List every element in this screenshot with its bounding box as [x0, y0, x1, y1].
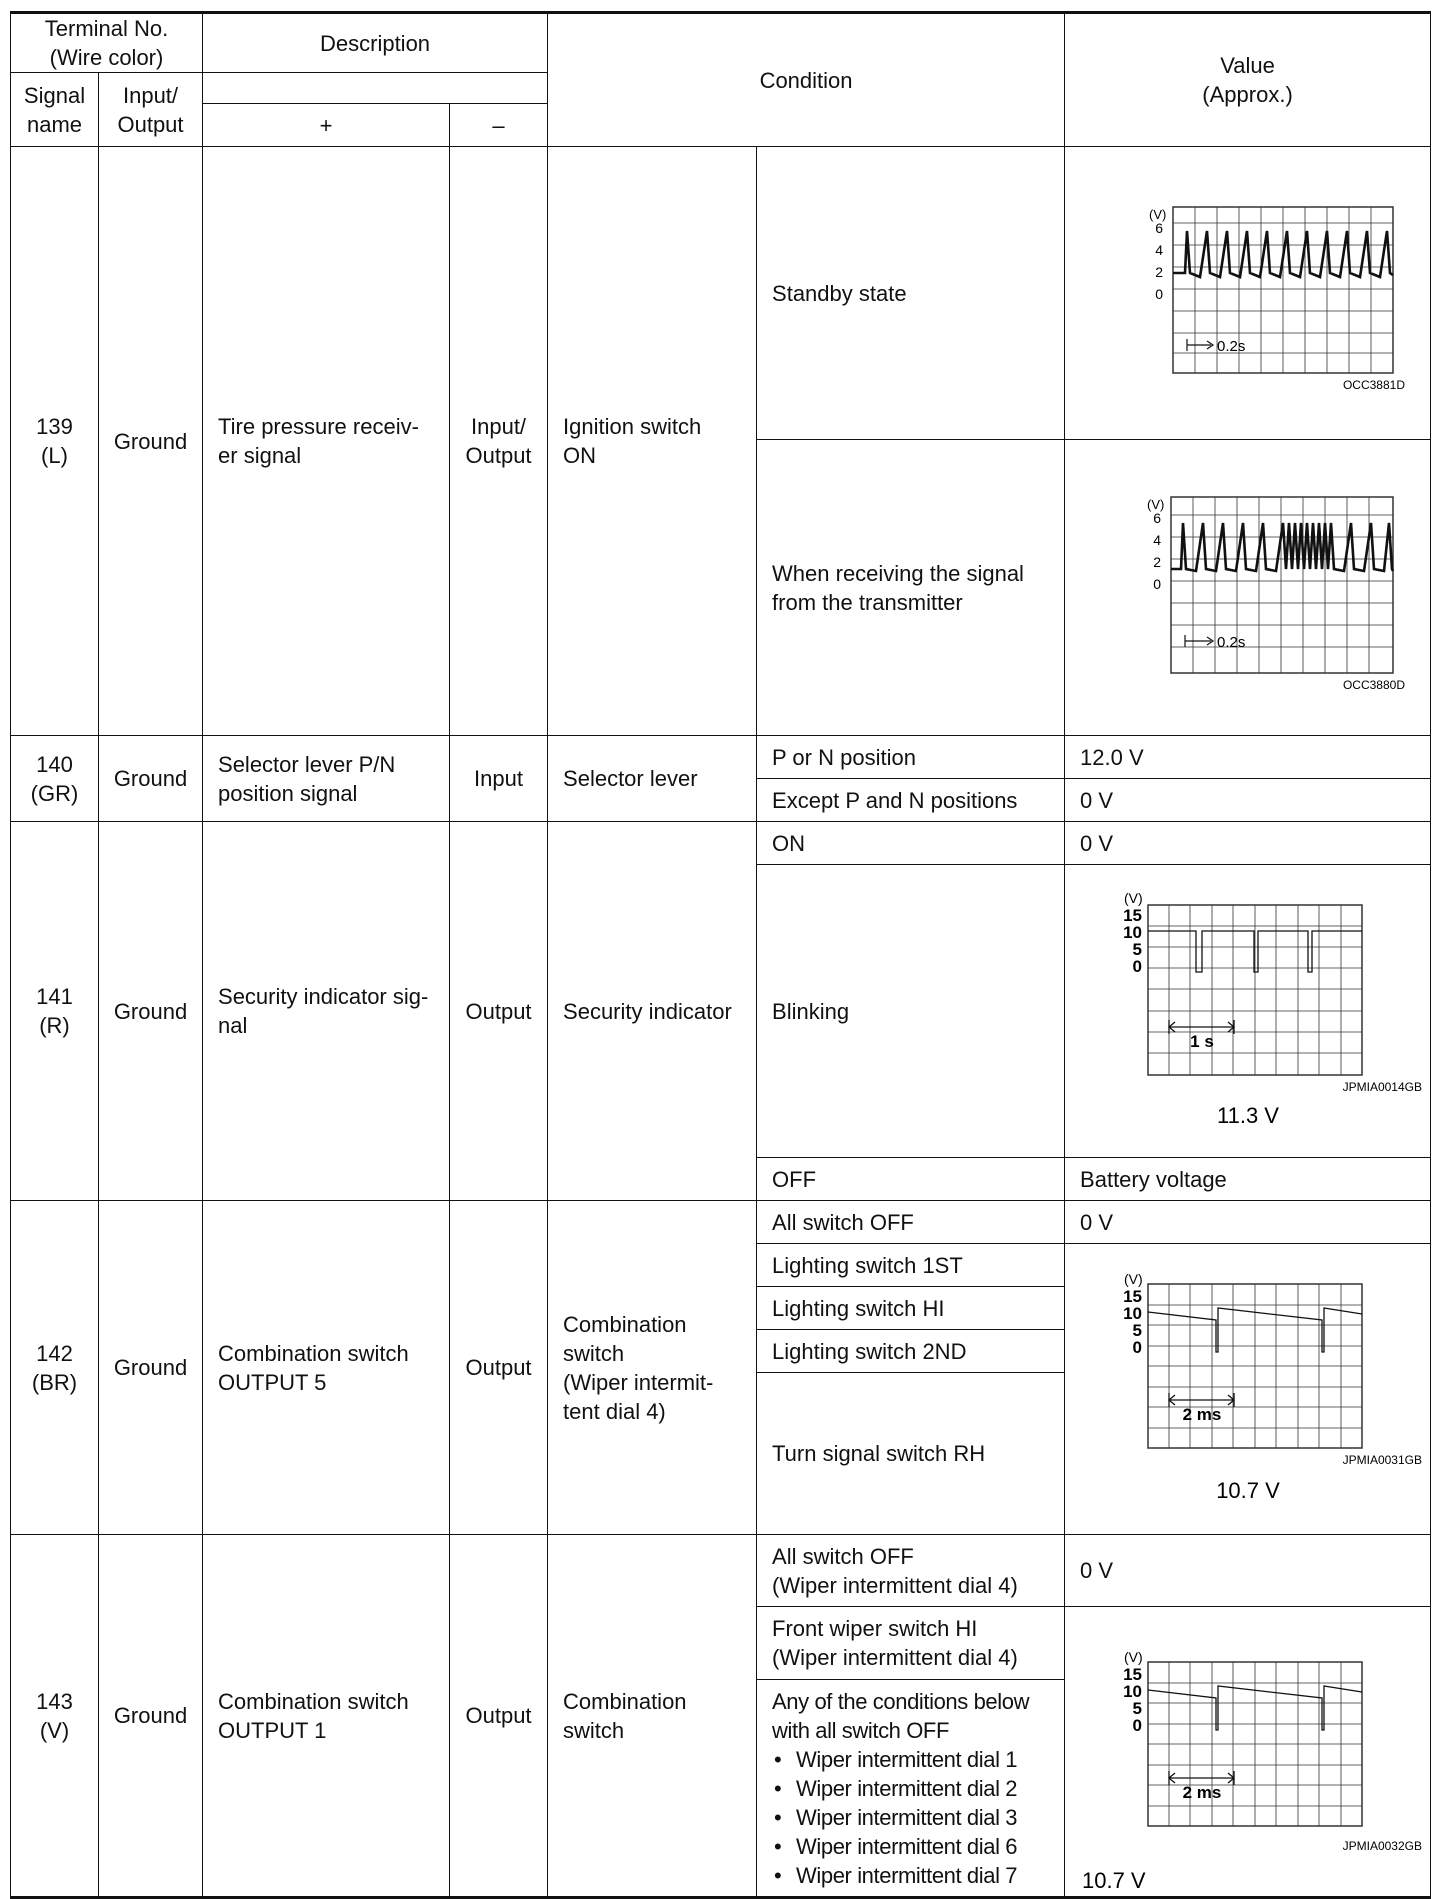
terminal-cell: 142 (BR) — [11, 1201, 99, 1535]
terminal-reference-table-page — [10, 11, 1430, 1899]
terminal-no-header: Terminal No. (Wire color) — [11, 13, 203, 73]
waveform-output-5 — [1072, 1272, 1424, 1506]
sub-condition-cell: Front wiper switch HI (Wiper intermittent dial 4) — [757, 1607, 1065, 1680]
value-header: Value (Approx.) — [1065, 13, 1431, 147]
y-tick: 4 — [1155, 242, 1164, 258]
y-tick: 0 — [1132, 957, 1142, 976]
average-voltage: 10.7 V — [1081, 1868, 1146, 1893]
sub-condition-cell: Lighting switch HI — [757, 1287, 1065, 1330]
ground-cell: Ground — [99, 1201, 203, 1535]
y-tick: 2 — [1153, 553, 1162, 570]
sub-condition-cell: When receiving the signal from the transmitter — [757, 440, 1065, 736]
waveform-output-1 — [1072, 1646, 1424, 1896]
y-tick: 5 — [1132, 1321, 1142, 1340]
sub-condition-cell: Blinking — [757, 865, 1065, 1158]
list-item: • Wiper intermittent dial 7 — [772, 1861, 1056, 1890]
y-tick: 2 — [1155, 264, 1164, 280]
condition-cell: Security indicator — [548, 822, 757, 1201]
time-div-label: 0.2s — [1217, 633, 1246, 651]
figure-code: JPMIA0031GB — [1342, 1453, 1422, 1467]
condition-cell: Combination switch (Wiper intermit- tent dial 4) — [548, 1201, 757, 1535]
sub-condition-cell: Lighting switch 1ST — [757, 1244, 1065, 1287]
y-tick: 4 — [1153, 531, 1162, 548]
y-unit-label: (V) — [1123, 1649, 1143, 1665]
sub-condition-cell: Except P and N positions — [757, 779, 1065, 822]
average-voltage: 10.7 V — [1215, 1478, 1280, 1503]
signal-name-cell: Combination switch OUTPUT 5 — [203, 1201, 450, 1535]
y-tick: 10 — [1122, 1682, 1142, 1701]
time-div-label: 1 s — [1189, 1032, 1214, 1051]
value-cell — [1065, 440, 1431, 736]
sub-condition-cell: P or N position — [757, 736, 1065, 779]
figure-code: OCC3880D — [1343, 677, 1406, 692]
plus-header: + — [203, 104, 450, 147]
sub-condition-cell: All switch OFF (Wiper intermittent dial 4) — [757, 1535, 1065, 1607]
value-cell — [1065, 1244, 1431, 1535]
y-tick: 15 — [1122, 906, 1142, 925]
condition-cell: Ignition switch ON — [548, 147, 757, 736]
y-tick: 6 — [1153, 509, 1162, 526]
condition-list — [772, 1745, 1056, 1890]
waveform-standby — [1083, 193, 1413, 393]
y-tick: 0 — [1132, 1716, 1142, 1735]
terminal-cell: 140 (GR) — [11, 736, 99, 822]
sub-condition-cell: Any of the conditions below with all switch OFF • Wiper intermittent dial 1 • Wiper intermittent dial 2 • Wiper intermittent dial 3 • Wiper intermittent dial 6 • Wiper intermittent dial 7 — [757, 1680, 1065, 1898]
table-row — [11, 736, 1431, 779]
table-row — [11, 1535, 1431, 1607]
y-tick: 10 — [1122, 1304, 1142, 1323]
sub-condition-cell: OFF — [757, 1158, 1065, 1201]
y-tick: 0 — [1132, 1338, 1142, 1357]
terminal-cell: 139 (L) — [11, 147, 99, 736]
condition-header: Condition — [548, 13, 1065, 147]
time-div-label: 2 ms — [1182, 1405, 1221, 1424]
sub-condition-cell: Turn signal switch RH — [757, 1373, 1065, 1535]
table-row — [11, 1201, 1431, 1244]
y-tick: 15 — [1122, 1665, 1142, 1684]
ground-cell: Ground — [99, 147, 203, 736]
y-unit-label: (V) — [1147, 496, 1165, 512]
sub-condition-cell: All switch OFF — [757, 1201, 1065, 1244]
table-row — [11, 147, 1431, 440]
table-row — [11, 822, 1431, 865]
y-unit-label: (V) — [1123, 891, 1143, 906]
value-cell: 12.0 V — [1065, 736, 1431, 779]
ground-cell: Ground — [99, 1535, 203, 1898]
y-tick: 5 — [1132, 1699, 1142, 1718]
value-cell — [1065, 865, 1431, 1158]
ground-cell: Ground — [99, 822, 203, 1201]
value-cell: 0 V — [1065, 1201, 1431, 1244]
value-cell: Battery voltage — [1065, 1158, 1431, 1201]
io-cell: Output — [450, 1201, 548, 1535]
y-tick: 6 — [1155, 220, 1164, 236]
condition-cell: Selector lever — [548, 736, 757, 822]
io-cell: Output — [450, 1535, 548, 1898]
value-cell: 0 V — [1065, 1535, 1431, 1607]
signal-name-cell: Combination switch OUTPUT 1 — [203, 1535, 450, 1898]
time-div-label: 0.2s — [1217, 338, 1246, 355]
description-header: Description — [203, 13, 548, 73]
sub-condition-cell: Lighting switch 2ND — [757, 1330, 1065, 1373]
io-cell: Input — [450, 736, 548, 822]
list-item: • Wiper intermittent dial 3 — [772, 1803, 1056, 1832]
minus-header: – — [450, 104, 548, 147]
value-cell: 0 V — [1065, 779, 1431, 822]
terminal-cell: 141 (R) — [11, 822, 99, 1201]
list-item: • Wiper intermittent dial 1 — [772, 1745, 1056, 1774]
figure-code: JPMIA0014GB — [1342, 1080, 1422, 1094]
io-cell: Input/ Output — [450, 147, 548, 736]
signal-name-header: Signal name — [11, 73, 99, 147]
terminal-table — [10, 11, 1431, 1899]
figure-code: JPMIA0032GB — [1342, 1839, 1422, 1853]
list-item: • Wiper intermittent dial 2 — [772, 1774, 1056, 1803]
average-voltage: 11.3 V — [1216, 1103, 1279, 1128]
condition-cell: Combination switch — [548, 1535, 757, 1898]
figure-code: OCC3881D — [1343, 378, 1406, 392]
time-div-label: 2 ms — [1182, 1783, 1221, 1802]
sub-condition-cell: ON — [757, 822, 1065, 865]
terminal-cell: 143 (V) — [11, 1535, 99, 1898]
value-cell — [1065, 147, 1431, 440]
y-tick: 0 — [1155, 286, 1164, 302]
signal-name-cell: Selector lever P/N position signal — [203, 736, 450, 822]
signal-name-cell: Security indicator sig- nal — [203, 822, 450, 1201]
input-output-header: Input/ Output — [99, 73, 203, 147]
y-unit-label: (V) — [1149, 207, 1167, 222]
value-cell — [1065, 1607, 1431, 1898]
y-tick: 0 — [1153, 575, 1162, 592]
waveform-receiving — [1083, 483, 1413, 693]
io-cell: Output — [450, 822, 548, 1201]
y-tick: 5 — [1132, 940, 1142, 959]
ground-cell: Ground — [99, 736, 203, 822]
y-tick: 15 — [1122, 1287, 1142, 1306]
list-item: • Wiper intermittent dial 6 — [772, 1832, 1056, 1861]
y-tick: 10 — [1122, 923, 1142, 942]
waveform-blinking — [1072, 891, 1424, 1131]
y-unit-label: (V) — [1123, 1272, 1143, 1287]
sub-condition-cell: Standby state — [757, 147, 1065, 440]
signal-name-cell: Tire pressure receiv- er signal — [203, 147, 450, 736]
value-cell: 0 V — [1065, 822, 1431, 865]
